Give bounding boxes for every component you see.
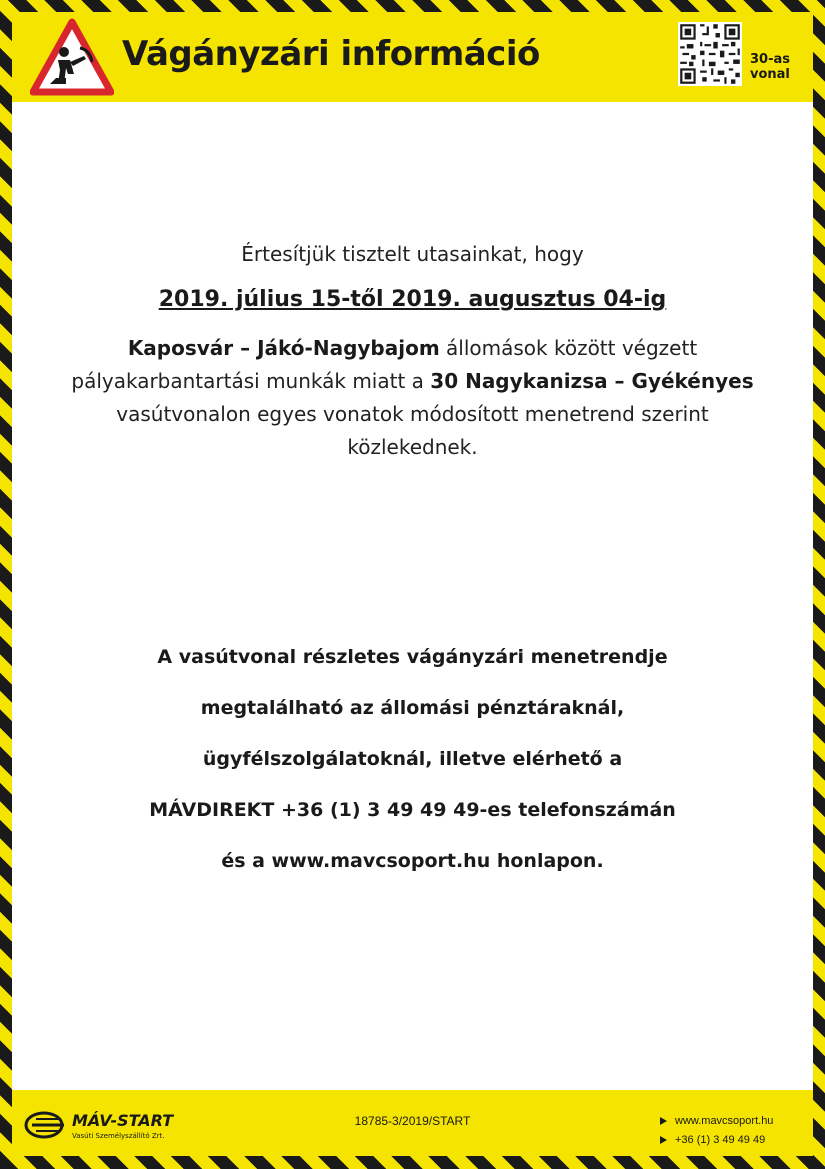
notice-text-part-1: állomások között végzett pályakarbantartási munkák miatt a <box>71 336 698 393</box>
line-label-word: vonal <box>750 67 790 82</box>
notice-text-part-2: vasútvonalon egyes vonatok módosított menetrend szerint közlekednek. <box>116 402 709 459</box>
details-line: és a www.mavcsoport.hu honlapon. <box>221 850 604 872</box>
details-line: MÁVDIREKT +36 (1) 3 49 49 49-es telefonszámán <box>149 799 676 821</box>
details-line: ügyfélszolgálatoknál, illetve elérhető a <box>202 748 623 770</box>
details-block <box>12 632 813 887</box>
details-line: A vasútvonal részletes vágányzári menetrendje <box>157 646 668 668</box>
notice-intro: Értesítjük tisztelt utasainkat, hogy <box>241 242 584 266</box>
phone-number: +36 (1) 3 49 49 49 <box>675 1134 766 1146</box>
arrow-right-icon <box>660 1117 667 1125</box>
website-row[interactable] <box>660 1112 773 1131</box>
logo-name: MÁV-START <box>72 1111 174 1130</box>
notice-body <box>52 332 773 464</box>
affected-section: Kaposvár – Jákó-Nagybajom <box>127 336 440 360</box>
footer <box>12 1090 813 1156</box>
line-label-number: 30-as <box>750 52 790 67</box>
qr-code-icon[interactable] <box>678 22 742 86</box>
details-line: megtalálható az állomási pénztáraknál, <box>200 697 625 719</box>
logo-subtitle: Vasúti Személyszállító Zrt. <box>72 1132 165 1140</box>
affected-line: 30 Nagykanizsa – Gyékényes <box>430 369 754 393</box>
document-number: 18785-3/2019/START <box>354 1114 471 1128</box>
roadworks-warning-icon <box>30 18 114 96</box>
line-label <box>750 52 790 82</box>
notice-dates: 2019. július 15-től 2019. augusztus 04-ig <box>158 287 667 312</box>
phone-row <box>660 1131 773 1150</box>
website-link[interactable]: www.mavcsoport.hu <box>675 1115 774 1127</box>
notice-content <box>12 102 813 1090</box>
arrow-right-icon <box>660 1136 667 1144</box>
page-title: Vágányzári információ <box>122 34 540 74</box>
contact-info <box>660 1112 773 1150</box>
header <box>12 12 813 102</box>
